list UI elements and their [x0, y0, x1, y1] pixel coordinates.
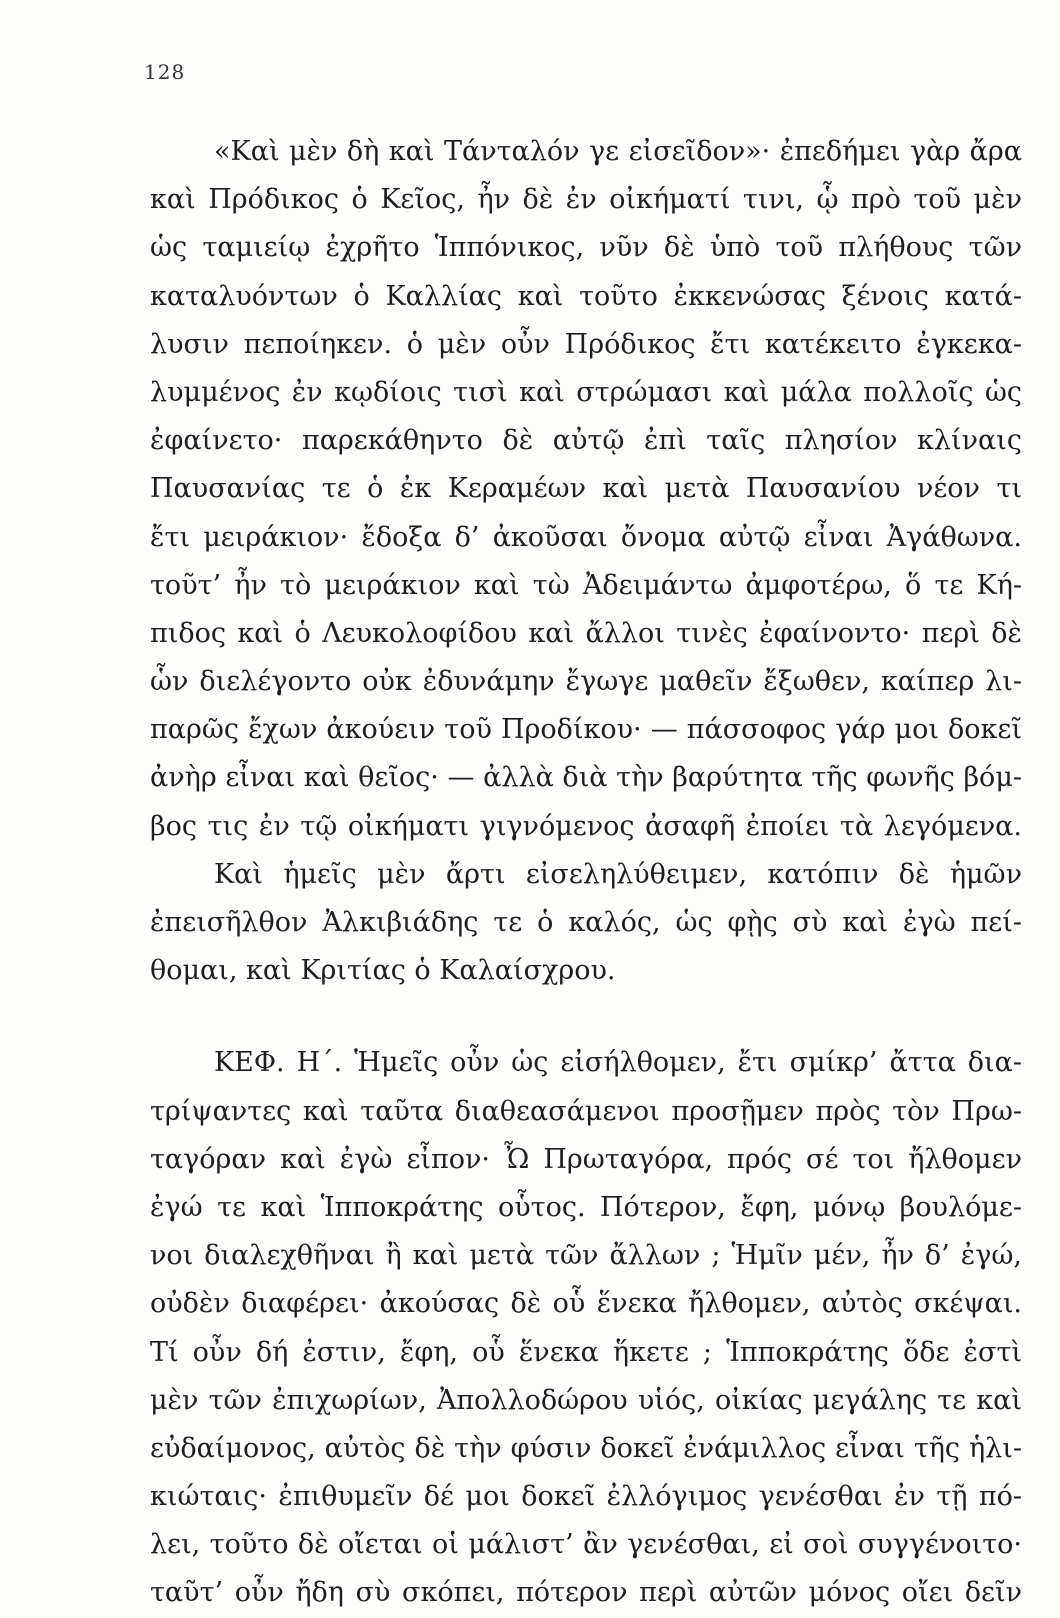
text-line: Τί οὖν δή ἐστιν, ἔφη, οὗ ἕνεκα ἥκετε ; Ἱπποκράτης ὅδε ἐστὶ: [150, 1336, 1022, 1368]
text-line: τοῦτ’ ἦν τὸ μειράκιον καὶ τὼ Ἀδειμάντω ἀμφοτέρω, ὅ τε Κή-: [150, 569, 1022, 601]
text-line: εὐδαίμονος, αὐτὸς δὲ τὴν φύσιν δοκεῖ ἐνάμιλλος εἶναι τῆς ἡλι-: [150, 1432, 1022, 1464]
text-line: βος τις ἐν τῷ οἰκήματι γιγνόμενος ἀσαφῆ ἐποίει τὰ λεγόμενα.: [150, 810, 1022, 842]
page-number: 128: [144, 60, 186, 84]
text-line: ταῦτ’ οὖν ἤδη σὺ σκόπει, πότερον περὶ αὐτῶν μόνος οἴει δεῖν: [150, 1577, 1022, 1609]
text-line: καὶ Πρόδικος ὁ Κεῖος, ἦν δὲ ἐν οἰκήματί τινι, ᾧ πρὸ τοῦ μὲν: [150, 184, 1022, 216]
text-line: οὐδὲν διαφέρει· ἀκούσας δὲ οὗ ἕνεκα ἤλθομεν, αὐτὸς σκέψαι.: [150, 1288, 1022, 1320]
paragraph-1: [150, 128, 1022, 851]
text-block: [150, 128, 1022, 1618]
text-line: ἐπεισῆλθον Ἀλκιβιάδης τε ὁ καλός, ὡς φῂς σὺ καὶ ἐγὼ πεί-: [150, 907, 1022, 938]
text-line: καταλυόντων ὁ Καλλίας καὶ τοῦτο ἐκκενώσας ξένοις κατά-: [150, 280, 1022, 312]
text-line: πιδος καὶ ὁ Λευκολοφίδου καὶ ἄλλοι τινὲς ἐφαίνοντο· περὶ δὲ: [150, 617, 1022, 649]
text-line: λυμμένος ἐν κῳδίοις τισὶ καὶ στρώμασι καὶ μάλα πολλοῖς ὡς: [150, 376, 1022, 408]
text-line: λυσιν πεποίηκεν. ὁ μὲν οὖν Πρόδικος ἔτι κατέκειτο ἐγκεκα-: [150, 328, 1022, 360]
text-line: Παυσανίας τε ὁ ἐκ Κεραμέων καὶ μετὰ Παυσανίου νέον τι: [150, 473, 1022, 505]
text-line: μὲν τῶν ἐπιχωρίων, Ἀπολλοδώρου υἱός, οἰκίας μεγάλης τε καὶ: [150, 1384, 1022, 1416]
text-line: Καὶ ἡμεῖς μὲν ἄρτι εἰσεληλύθειμεν, κατόπιν δὲ ἡμῶν: [214, 858, 1022, 890]
text-line: ὡς ταμιείῳ ἐχρῆτο Ἱππόνικος, νῦν δὲ ὑπὸ τοῦ πλήθους τῶν: [150, 232, 1022, 264]
text-line: ἐφαίνετο· παρεκάθηντο δὲ αὐτῷ ἐπὶ ταῖς πλησίον κλίναις: [150, 425, 1022, 457]
text-line: ἔτι μειράκιον· ἔδοξα δ’ ἀκοῦσαι ὄνομα αὐτῷ εἶναι Ἀγάθωνα.: [150, 521, 1022, 553]
text-line: τρίψαντες καὶ ταῦτα διαθεασάμενοι προσῇμεν πρὸς τὸν Πρω-: [150, 1095, 1022, 1127]
paragraph-2: [150, 851, 1022, 996]
text-line: παρῶς ἔχων ἀκούειν τοῦ Προδίκου· — πάσσοφος γάρ μοι δοκεῖ: [150, 714, 1022, 746]
text-line: λει, τοῦτο δὲ οἴεται οἱ μάλιστ’ ἂν γενέσθαι, εἰ σοὶ συγγένοιτο·: [150, 1529, 1022, 1561]
paragraph-3: [150, 1039, 1022, 1617]
text-line: «Καὶ μὲν δὴ καὶ Τάνταλόν γε εἰσεῖδον»· ἐπεδήμει γὰρ ἄρα: [214, 136, 1022, 167]
text-line: ὧν διελέγοντο οὐκ ἐδυνάμην ἔγωγε μαθεῖν ἔξωθεν, καίπερ λι-: [150, 666, 1022, 698]
text-line: κιώταις· ἐπιθυμεῖν δέ μοι δοκεῖ ἐλλόγιμος γενέσθαι ἐν τῇ πό-: [150, 1481, 1022, 1513]
text-line: ἐγώ τε καὶ Ἱπποκράτης οὗτος. Πότερον, ἔφη, μόνῳ βουλόμε-: [150, 1191, 1022, 1223]
text-line: ἀνὴρ εἶναι καὶ θεῖος· — ἀλλὰ διὰ τὴν βαρύτητα τῆς φωνῆς βόμ-: [150, 762, 1022, 794]
text-line: θομαι, καὶ Κριτίας ὁ Καλαίσχρου.: [150, 955, 616, 987]
section-gap: [150, 995, 1022, 1039]
text-line: νοι διαλεχθῆναι ἢ καὶ μετὰ τῶν ἄλλων ; Ἡμῖν μέν, ἦν δ’ ἐγώ,: [150, 1240, 1022, 1272]
text-line: ΚΕΦ. Η΄. Ἡμεῖς οὖν ὡς εἰσήλθομεν, ἔτι σμίκρ’ ἄττα δια-: [214, 1047, 1022, 1079]
text-line: ταγόραν καὶ ἐγὼ εἶπον· Ὦ Πρωταγόρα, πρός σέ τοι ἤλθομεν: [150, 1143, 1022, 1175]
